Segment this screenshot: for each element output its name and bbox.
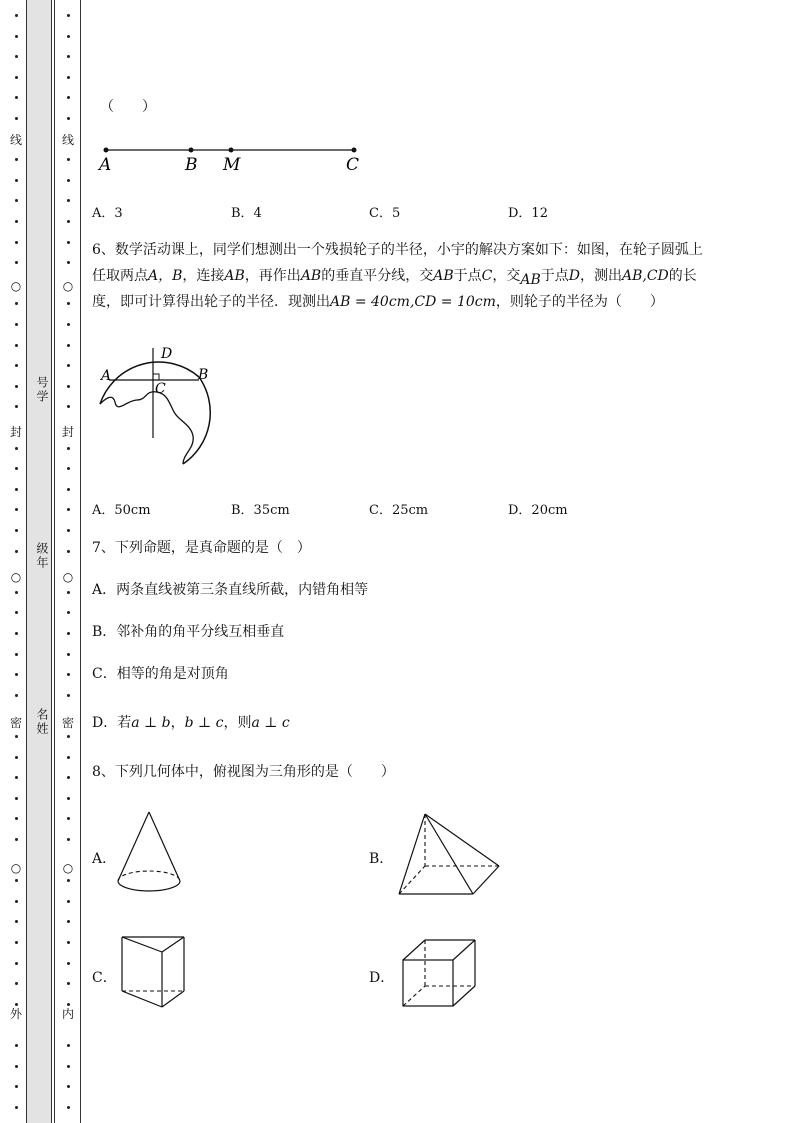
q6-line-3: 度，即可计算得出轮子的半径．现测出AB = 40cm,CD = 10cm，则轮子的半径为（ ） — [92, 294, 664, 310]
binding-dot — [67, 1065, 70, 1068]
binding-dot — [67, 467, 70, 470]
binding-dot — [15, 1003, 18, 1006]
q5-option-d: D．12 — [508, 206, 548, 221]
binding-dot — [15, 879, 18, 882]
binding-dot — [67, 879, 70, 882]
binding-dot — [67, 982, 70, 985]
q6-option-a: A．50cm — [92, 503, 151, 518]
binding-mark: ○ — [62, 279, 74, 293]
binding-dot — [67, 941, 70, 944]
q6-option-c: C．25cm — [369, 503, 429, 518]
q5-segment-figure — [95, 138, 375, 178]
q7-stem: 7、下列命题，是真命题的是（ ） — [92, 540, 311, 556]
binding-mark: ○ — [62, 570, 74, 584]
wheel-point-c: C — [155, 381, 166, 397]
binding-dot — [15, 838, 18, 841]
square-pyramid-icon — [393, 806, 505, 901]
binding-dot — [15, 467, 18, 470]
binding-dot — [15, 117, 18, 120]
binding-dot — [67, 591, 70, 594]
binding-mark: 密 — [61, 716, 74, 730]
q8-option-a-label: A． — [92, 851, 117, 867]
binding-dot — [15, 797, 18, 800]
binding-margin-inner — [54, 0, 81, 1123]
binding-dot — [15, 220, 18, 223]
binding-dot — [67, 241, 70, 244]
binding-dot — [67, 364, 70, 367]
binding-dot — [15, 55, 18, 58]
binding-dot — [15, 529, 18, 532]
binding-dot — [67, 55, 70, 58]
binding-dot — [67, 302, 70, 305]
binding-dot — [15, 199, 18, 202]
binding-dot — [67, 96, 70, 99]
binding-dot — [15, 900, 18, 903]
binding-mark: ○ — [62, 861, 74, 875]
binding-dot — [67, 405, 70, 408]
binding-dot — [15, 776, 18, 779]
binding-dot — [67, 220, 70, 223]
q7-option-d: D．若a ⊥ b，b ⊥ c，则a ⊥ c — [92, 715, 290, 731]
label-class: 级年 — [35, 542, 49, 570]
binding-dot — [15, 735, 18, 738]
binding-dot — [67, 900, 70, 903]
binding-dot — [15, 1044, 18, 1047]
binding-mark: ○ — [10, 279, 22, 293]
binding-dot — [15, 817, 18, 820]
binding-dot — [15, 694, 18, 697]
binding-dot — [15, 1106, 18, 1109]
binding-dot — [67, 158, 70, 161]
binding-dot — [67, 611, 70, 614]
binding-dot — [67, 1044, 70, 1047]
triangular-prism-icon — [116, 931, 188, 1015]
binding-dot — [15, 323, 18, 326]
binding-dot — [15, 550, 18, 553]
binding-dot — [15, 35, 18, 38]
binding-dot — [15, 756, 18, 759]
q5-paren: （ ） — [100, 99, 156, 115]
binding-dot — [15, 632, 18, 635]
binding-dot — [67, 550, 70, 553]
binding-dot — [67, 261, 70, 264]
q8-option-d-label: D． — [369, 970, 395, 986]
q5-option-b: B．4 — [231, 206, 262, 221]
binding-dot — [15, 344, 18, 347]
binding-dot — [67, 694, 70, 697]
binding-dot — [67, 179, 70, 182]
q7-option-a: A．两条直线被第三条直线所截，内错角相等 — [92, 582, 369, 598]
binding-dot — [67, 962, 70, 965]
point-m-label: M — [223, 155, 241, 175]
binding-dot — [67, 323, 70, 326]
binding-dot — [67, 1003, 70, 1006]
wheel-point-a: A — [101, 368, 112, 384]
binding-dot — [15, 76, 18, 79]
binding-dot — [67, 447, 70, 450]
binding-dot — [15, 302, 18, 305]
q5-option-a: A．3 — [92, 206, 123, 221]
binding-dot — [67, 756, 70, 759]
binding-dot — [15, 941, 18, 944]
wheel-point-d: D — [161, 346, 173, 362]
q6-option-d: D．20cm — [508, 503, 568, 518]
binding-dot — [67, 776, 70, 779]
binding-mark: 封 — [61, 425, 74, 439]
binding-mark: 线 — [9, 133, 22, 147]
q6-option-b: B．35cm — [231, 503, 290, 518]
binding-dot — [15, 982, 18, 985]
cube-icon — [397, 934, 479, 1012]
binding-dot — [67, 735, 70, 738]
binding-dot — [67, 14, 70, 17]
binding-dot — [15, 385, 18, 388]
q8-option-c-label: C． — [92, 970, 117, 986]
binding-dot — [15, 241, 18, 244]
binding-dot — [15, 611, 18, 614]
binding-dot — [67, 199, 70, 202]
q6-wheel-figure — [95, 342, 220, 467]
binding-dot — [15, 447, 18, 450]
binding-mark: 封 — [9, 425, 22, 439]
binding-mark: ○ — [10, 861, 22, 875]
cone-icon — [112, 808, 187, 900]
binding-dot — [67, 508, 70, 511]
point-c-label: C — [346, 155, 360, 175]
binding-mark: 内 — [61, 1007, 74, 1021]
binding-mark: 线 — [61, 133, 74, 147]
binding-dot — [15, 158, 18, 161]
binding-dot — [67, 35, 70, 38]
binding-mark: 密 — [9, 716, 22, 730]
binding-dot — [15, 14, 18, 17]
binding-dot — [15, 1065, 18, 1068]
binding-dot — [67, 632, 70, 635]
q8-option-b-label: B． — [369, 851, 394, 867]
q5-option-c: C．5 — [369, 206, 401, 221]
binding-dot — [15, 920, 18, 923]
label-student-id: 号学 — [35, 376, 49, 404]
binding-dot — [67, 1085, 70, 1088]
binding-margin-outer — [0, 0, 26, 1123]
q6-line-2: 任取两点A，B，连接AB，再作出AB的垂直平分线，交AB于点C，交AB于点D，测出AB,CD的长 — [92, 268, 697, 288]
point-a-label: A — [99, 155, 112, 175]
binding-dot — [67, 838, 70, 841]
binding-dot — [67, 920, 70, 923]
binding-dot — [67, 76, 70, 79]
q6-line-1: 6、数学活动课上，同学们想测出一个残损轮子的半径，小宇的解决方案如下：如图，在轮子圆弧上 — [92, 242, 703, 258]
binding-dot — [67, 673, 70, 676]
label-name: 名姓 — [35, 708, 49, 736]
wheel-point-b: B — [198, 367, 209, 383]
binding-dot — [67, 817, 70, 820]
binding-dot — [15, 508, 18, 511]
binding-dot — [15, 673, 18, 676]
binding-dot — [15, 96, 18, 99]
binding-dot — [15, 364, 18, 367]
binding-dot — [67, 653, 70, 656]
binding-dot — [15, 488, 18, 491]
binding-dot — [67, 385, 70, 388]
binding-dot — [67, 344, 70, 347]
binding-dot — [67, 117, 70, 120]
binding-dot — [15, 179, 18, 182]
binding-dot — [67, 488, 70, 491]
q8-stem: 8、下列几何体中，俯视图为三角形的是（ ） — [92, 764, 395, 780]
binding-dot — [67, 797, 70, 800]
binding-dot — [15, 261, 18, 264]
q7-option-c: C．相等的角是对顶角 — [92, 666, 229, 682]
binding-dot — [15, 591, 18, 594]
binding-dot — [67, 529, 70, 532]
point-b-label: B — [185, 155, 198, 175]
q7-option-b: B．邻补角的角平分线互相垂直 — [92, 624, 285, 640]
binding-dot — [67, 1106, 70, 1109]
binding-dot — [15, 653, 18, 656]
binding-mark: ○ — [10, 570, 22, 584]
binding-mark: 外 — [9, 1007, 22, 1021]
binding-dot — [15, 1085, 18, 1088]
binding-dot — [15, 405, 18, 408]
binding-dot — [15, 962, 18, 965]
